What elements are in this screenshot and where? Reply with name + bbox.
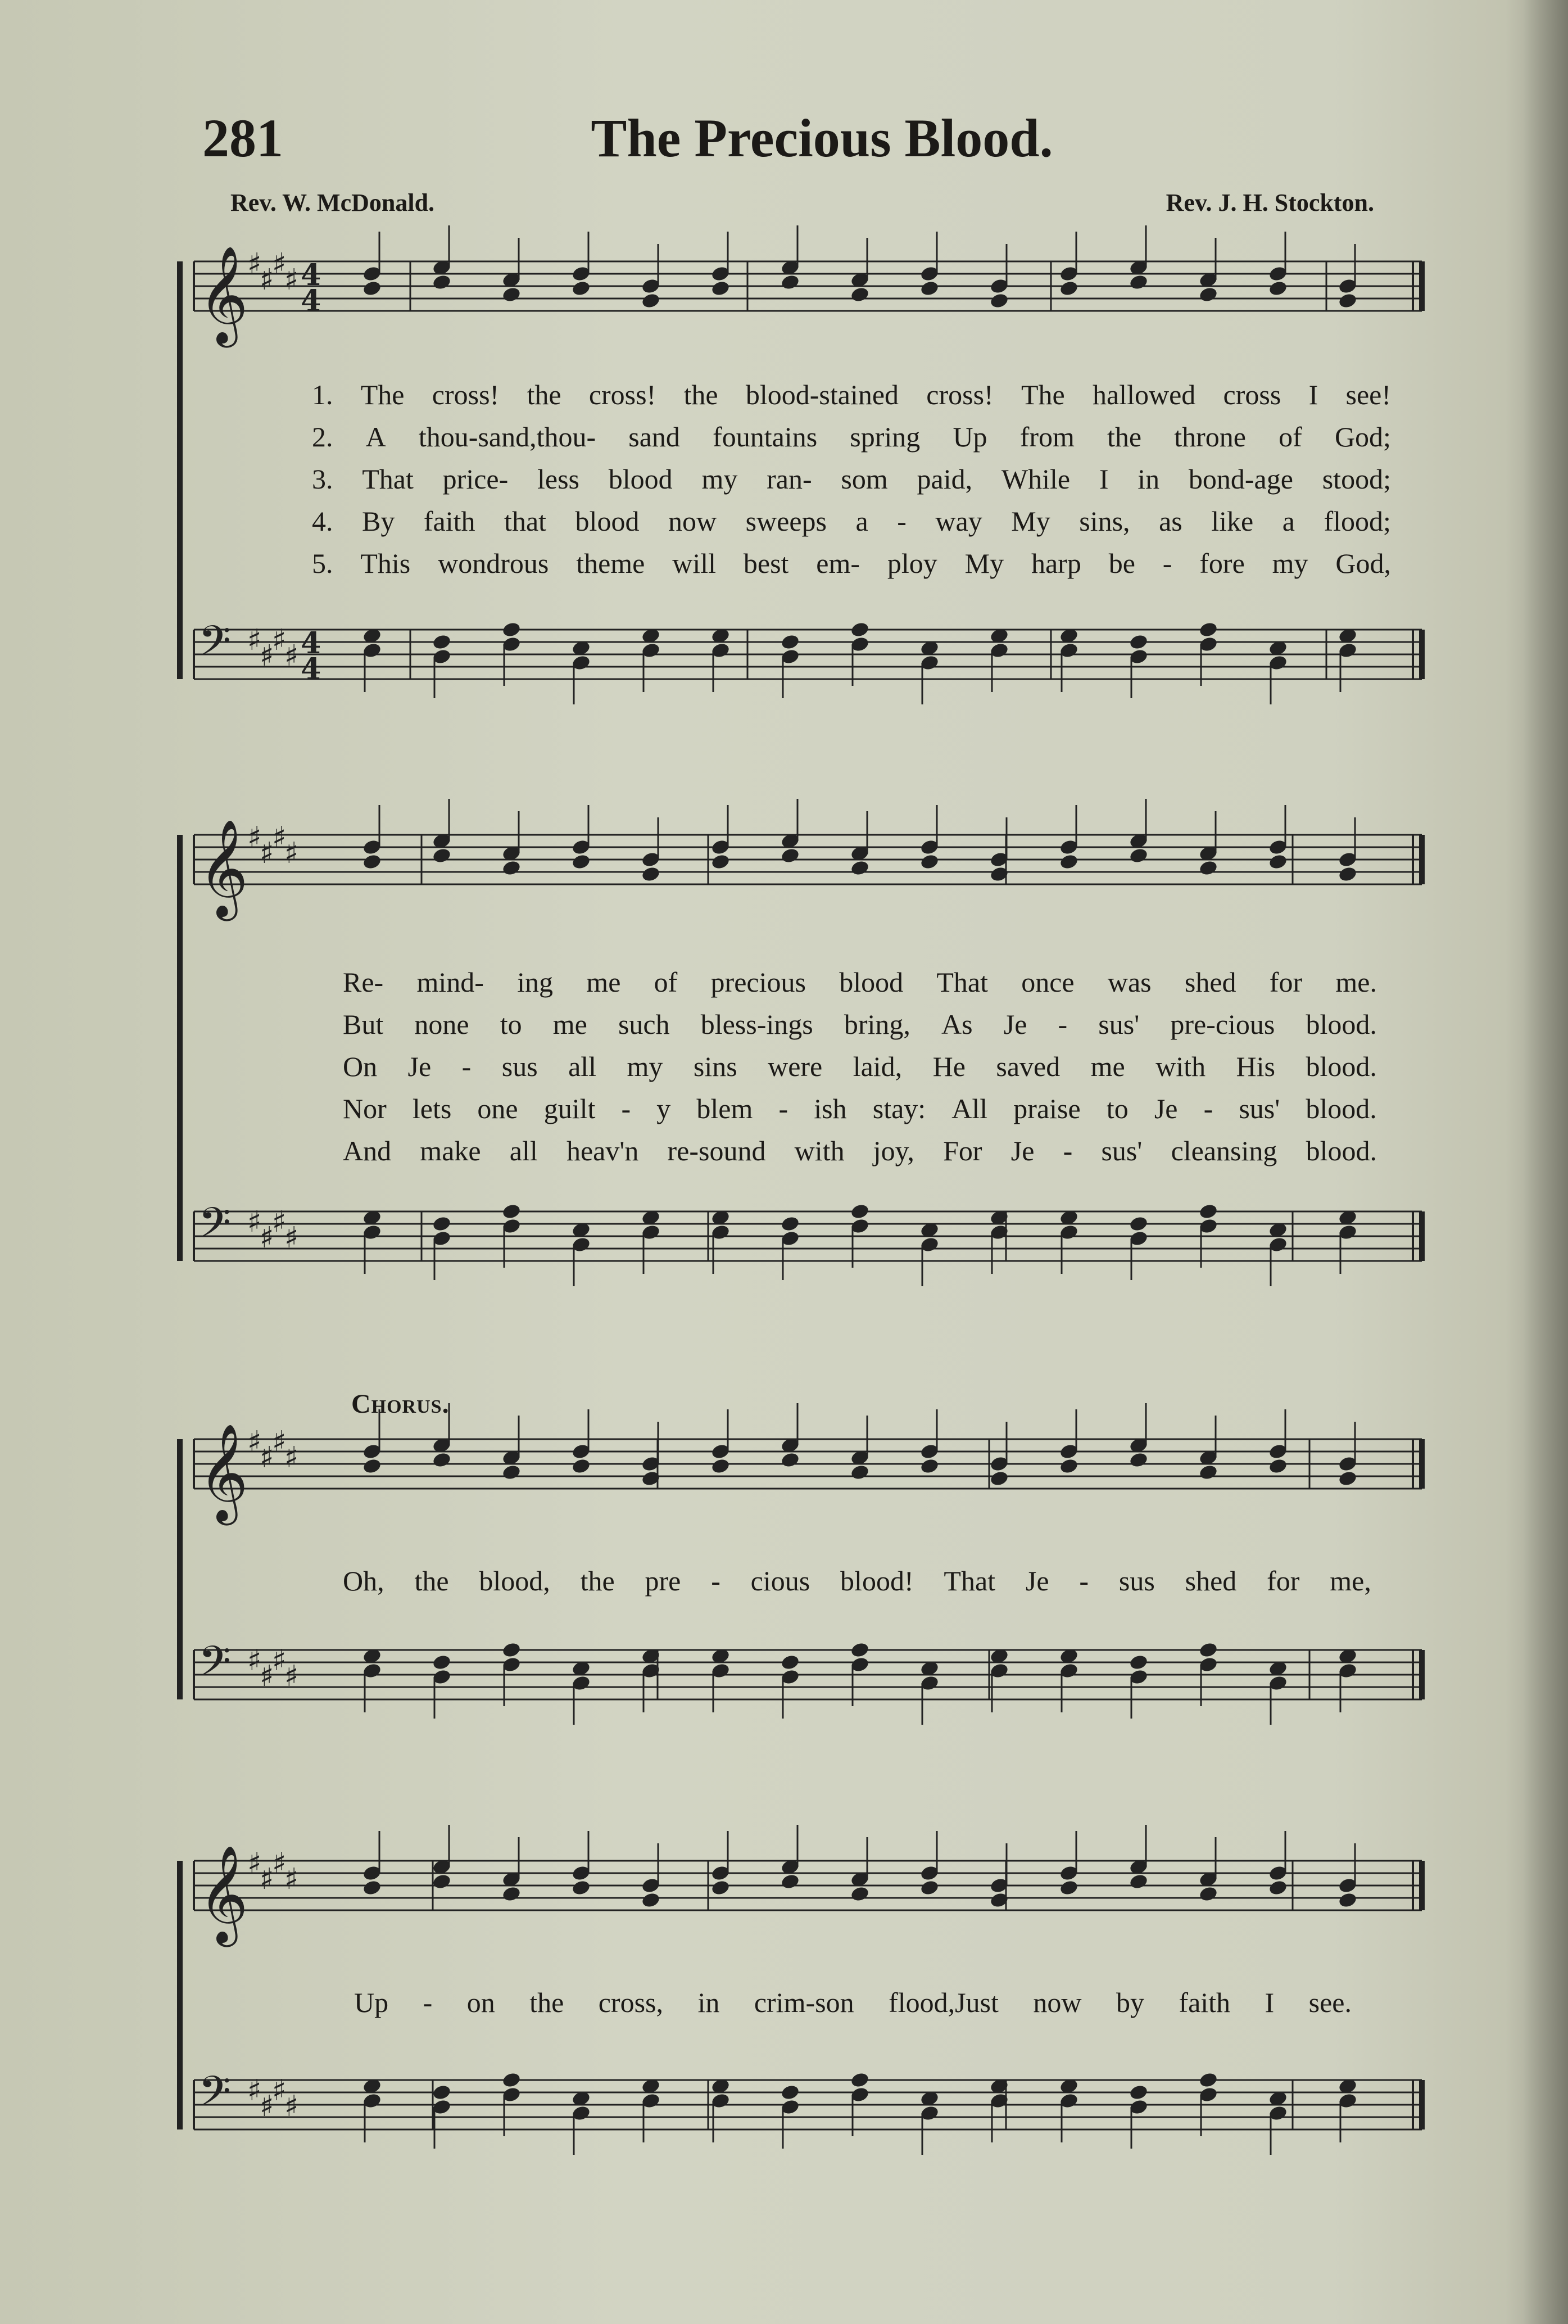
note-head-icon: [432, 274, 452, 291]
note-head-icon: [1129, 1873, 1149, 1891]
note-head-icon: [850, 1886, 870, 1903]
lyric-line: 2. A thou-sand,thou- sand fountains spring Up from the throne of God;: [312, 421, 1391, 453]
note-head-icon: [432, 634, 452, 651]
note-head-icon: [432, 1873, 452, 1891]
time-signature-icon: 4: [301, 258, 321, 292]
note-head-icon: [432, 1654, 452, 1671]
sharp-icon: ♯: [260, 639, 274, 673]
sharp-icon: ♯: [272, 1205, 287, 1239]
verse-lyrics-part2: [343, 961, 1377, 1172]
note-head-icon: [850, 2072, 870, 2089]
chorus-label: Chorus.: [351, 1389, 450, 1419]
note-head-icon: [641, 1892, 661, 1909]
note-head-icon: [780, 1452, 800, 1469]
sharp-icon: ♯: [272, 1644, 287, 1678]
note-head-icon: [501, 1642, 522, 1659]
note-head-icon: [641, 866, 661, 883]
note-head-icon: [432, 847, 452, 865]
note-head-icon: [1198, 1642, 1218, 1659]
note-head-icon: [1198, 1886, 1218, 1903]
lyric-line: 5. This wondrous theme will best em- ploy My harp be - fore my God,: [312, 548, 1391, 579]
lyric-line: But none to me such bless-ings bring, As Je - sus' pre-cious blood.: [343, 1009, 1377, 1040]
note-head-icon: [710, 853, 731, 871]
sharp-icon: ♯: [284, 1441, 299, 1475]
sharp-icon: ♯: [272, 1425, 287, 1459]
sharp-icon: ♯: [247, 1644, 262, 1678]
sharp-icon: ♯: [260, 1862, 274, 1896]
sharp-icon: ♯: [284, 2090, 299, 2123]
note-head-icon: [501, 1886, 522, 1903]
sharp-icon: ♯: [272, 247, 287, 281]
note-head-icon: [1129, 2084, 1149, 2101]
note-head-icon: [850, 1642, 870, 1659]
note-head-icon: [501, 2072, 522, 2089]
note-head-icon: [641, 292, 661, 310]
sharp-icon: ♯: [272, 1847, 287, 1880]
note-head-icon: [1338, 1470, 1358, 1487]
note-head-icon: [780, 634, 800, 651]
note-head-icon: [780, 1654, 800, 1671]
note-head-icon: [501, 1203, 522, 1220]
sharp-icon: ♯: [247, 821, 262, 854]
lyric-line: And make all heav'n re-sound with joy, For Je - sus' cleansing blood.: [343, 1135, 1377, 1166]
sharp-icon: ♯: [260, 263, 274, 297]
sharp-icon: ♯: [260, 1221, 274, 1255]
sharp-icon: ♯: [260, 1441, 274, 1475]
note-head-icon: [501, 286, 522, 304]
treble-clef-icon: 𝄞: [198, 246, 248, 343]
note-head-icon: [780, 2084, 800, 2101]
bass-clef-icon: 𝄢: [198, 617, 231, 676]
words-credit: Rev. W. McDonald.: [230, 189, 435, 216]
lyric-line: Oh, the blood, the pre - cious blood! That Je - sus shed for me,: [343, 1565, 1371, 1597]
bass-clef-icon: 𝄢: [198, 1199, 231, 1258]
note-head-icon: [501, 860, 522, 877]
lyric-line: Re- mind- ing me of precious blood That once was shed for me.: [343, 966, 1377, 998]
note-head-icon: [1198, 621, 1218, 639]
note-head-icon: [1198, 286, 1218, 304]
sharp-icon: ♯: [272, 821, 287, 854]
note-head-icon: [571, 1879, 591, 1897]
note-head-icon: [1338, 292, 1358, 310]
bass-clef-icon: 𝄢: [198, 2067, 231, 2126]
note-head-icon: [1268, 280, 1288, 297]
note-head-icon: [989, 1470, 1009, 1487]
lyric-line: 4. By faith that blood now sweeps a - way My sins, as like a flood;: [312, 505, 1391, 537]
note-head-icon: [780, 274, 800, 291]
verse-lyrics-part1: [312, 374, 1391, 585]
note-head-icon: [1268, 1879, 1288, 1897]
lyric-line: 3. That price- less blood my ran- som paid, While I in bond-age stood;: [312, 463, 1391, 495]
note-head-icon: [1198, 1464, 1218, 1481]
note-head-icon: [362, 280, 382, 297]
note-head-icon: [850, 1464, 870, 1481]
chorus-lyrics-line1: [343, 1560, 1371, 1602]
note-head-icon: [432, 1452, 452, 1469]
treble-clef-icon: 𝄞: [198, 819, 248, 917]
note-head-icon: [850, 286, 870, 304]
sharp-icon: ♯: [247, 2074, 262, 2108]
note-head-icon: [1129, 274, 1149, 291]
treble-clef-icon: 𝄞: [198, 1423, 248, 1521]
chorus-lyrics-line2: [354, 1982, 1352, 2024]
hymn-number: 281: [202, 108, 283, 168]
note-head-icon: [432, 2084, 452, 2101]
sharp-icon: ♯: [284, 837, 299, 870]
note-head-icon: [780, 847, 800, 865]
note-head-icon: [710, 1458, 731, 1475]
note-head-icon: [1268, 853, 1288, 871]
note-head-icon: [710, 1879, 731, 1897]
sharp-icon: ♯: [284, 639, 299, 673]
note-head-icon: [362, 1458, 382, 1475]
note-head-icon: [1059, 1458, 1079, 1475]
time-signature-icon: 4: [301, 652, 321, 686]
note-head-icon: [362, 853, 382, 871]
bass-clef-icon: 𝄢: [198, 1637, 231, 1696]
music-credit: Rev. J. H. Stockton.: [1166, 189, 1374, 216]
lyric-line: On Je - sus all my sins were laid, He saved me with His blood.: [343, 1051, 1377, 1082]
note-head-icon: [1198, 860, 1218, 877]
note-head-icon: [919, 853, 940, 871]
sharp-icon: ♯: [260, 837, 274, 870]
note-head-icon: [1059, 1879, 1079, 1897]
note-head-icon: [1198, 1203, 1218, 1220]
note-head-icon: [501, 1464, 522, 1481]
sharp-icon: ♯: [247, 247, 262, 281]
sharp-icon: ♯: [284, 263, 299, 297]
note-head-icon: [919, 280, 940, 297]
note-head-icon: [850, 621, 870, 639]
sharp-icon: ♯: [247, 623, 262, 657]
note-head-icon: [989, 292, 1009, 310]
sharp-icon: ♯: [284, 1660, 299, 1693]
note-head-icon: [1338, 1892, 1358, 1909]
lyric-line: Up - on the cross, in crim-son flood,Just now by faith I see.: [354, 1987, 1352, 2018]
sharp-icon: ♯: [272, 623, 287, 657]
time-signature-icon: 4: [301, 284, 321, 318]
note-head-icon: [1129, 1452, 1149, 1469]
note-head-icon: [1059, 280, 1079, 297]
note-head-icon: [710, 280, 731, 297]
note-head-icon: [571, 280, 591, 297]
note-head-icon: [919, 1879, 940, 1897]
note-head-icon: [432, 1215, 452, 1233]
sharp-icon: ♯: [284, 1221, 299, 1255]
hymn-title: The Precious Blood.: [591, 108, 1053, 168]
sharp-icon: ♯: [260, 1660, 274, 1693]
time-signature-icon: 4: [301, 626, 321, 661]
treble-clef-icon: 𝄞: [198, 1845, 248, 1943]
sharp-icon: ♯: [272, 2074, 287, 2108]
note-head-icon: [1129, 634, 1149, 651]
note-head-icon: [362, 1879, 382, 1897]
note-head-icon: [1129, 847, 1149, 865]
note-head-icon: [850, 860, 870, 877]
note-head-icon: [850, 1203, 870, 1220]
note-head-icon: [1129, 1215, 1149, 1233]
sharp-icon: ♯: [260, 2090, 274, 2123]
note-head-icon: [780, 1873, 800, 1891]
note-head-icon: [1268, 1458, 1288, 1475]
lyric-line: Nor lets one guilt - y blem - ish stay: All praise to Je - sus' blood.: [343, 1093, 1377, 1124]
note-head-icon: [780, 1215, 800, 1233]
sharp-icon: ♯: [247, 1425, 262, 1459]
sharp-icon: ♯: [247, 1205, 262, 1239]
note-head-icon: [1338, 866, 1358, 883]
note-head-icon: [1129, 1654, 1149, 1671]
note-head-icon: [1059, 853, 1079, 871]
note-head-icon: [919, 1458, 940, 1475]
note-head-icon: [571, 1458, 591, 1475]
note-head-icon: [1198, 2072, 1218, 2089]
note-head-icon: [501, 621, 522, 639]
note-head-icon: [571, 853, 591, 871]
sharp-icon: ♯: [284, 1862, 299, 1896]
lyric-line: 1. The cross! the cross! the blood-stained cross! The hallowed cross I see!: [312, 379, 1391, 410]
sharp-icon: ♯: [247, 1847, 262, 1880]
